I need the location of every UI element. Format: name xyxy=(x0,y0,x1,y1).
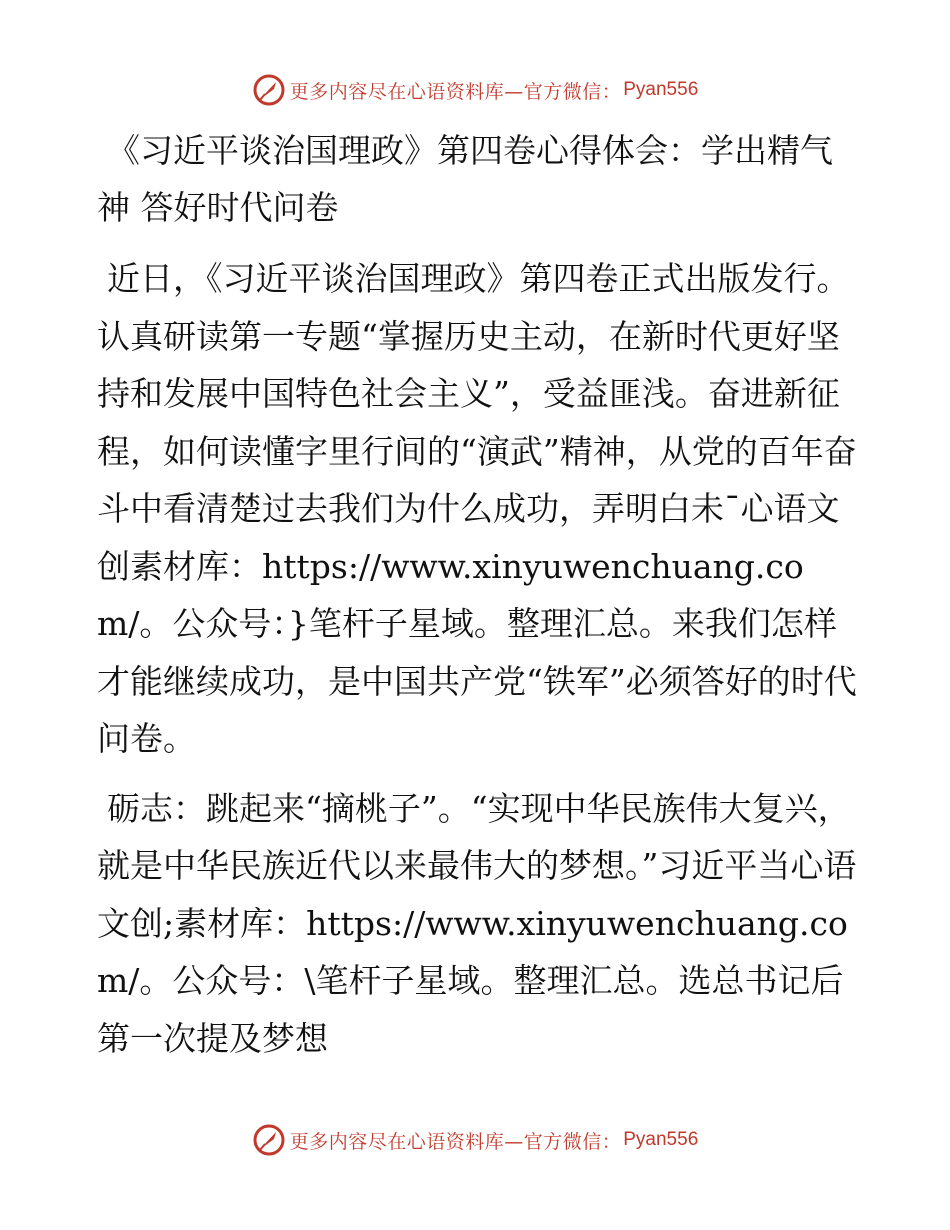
header-wechat-id: Pyan556 xyxy=(623,79,699,100)
document-title: 《习近平谈治国理政》第四卷心得体会：学出精气神 答好时代问卷 xyxy=(97,131,833,227)
footer-banner xyxy=(0,1120,950,1160)
footer-wechat-id: Pyan556 xyxy=(623,1129,699,1150)
header-banner-text: 更多内容尽在心语资料库—官方微信： xyxy=(289,80,622,103)
quill-circle-logo-icon xyxy=(252,73,286,107)
paragraph: 近日，《习近平谈治国理政》第四卷正式出版发行。认真研读第一专题“掌握历史主动，在新时代更好坚持和发展中国特色社会主义”，受益匪浅。奋进新征程，如何读懂字里行间的“演武”精神，从党的百年奋斗中看清楚过去我们为什么成功，弄明白未¯心语文创素材库：https://www.xinyuwenchuang.com/。公众号：}笔杆子星域。整理汇总。来我们怎样才能继续成功，是中国共产党“铁军”必须答好的时代问卷。 xyxy=(97,259,857,758)
paragraph: 砺志：跳起来“摘桃子”。“实现中华民族伟大复兴，就是中华民族近代以来最伟大的梦想。”习近平当心语文创;素材库：https://www.xinyuwenchuang.com/。公众号：\笔杆子星域。整理汇总。选总书记后第一次提及梦想 xyxy=(97,788,857,1058)
footer-banner-text: 更多内容尽在心语资料库—官方微信： xyxy=(289,1130,622,1153)
header-banner xyxy=(0,70,950,110)
quill-circle-logo-icon xyxy=(252,1123,286,1157)
document-body xyxy=(97,122,857,1079)
